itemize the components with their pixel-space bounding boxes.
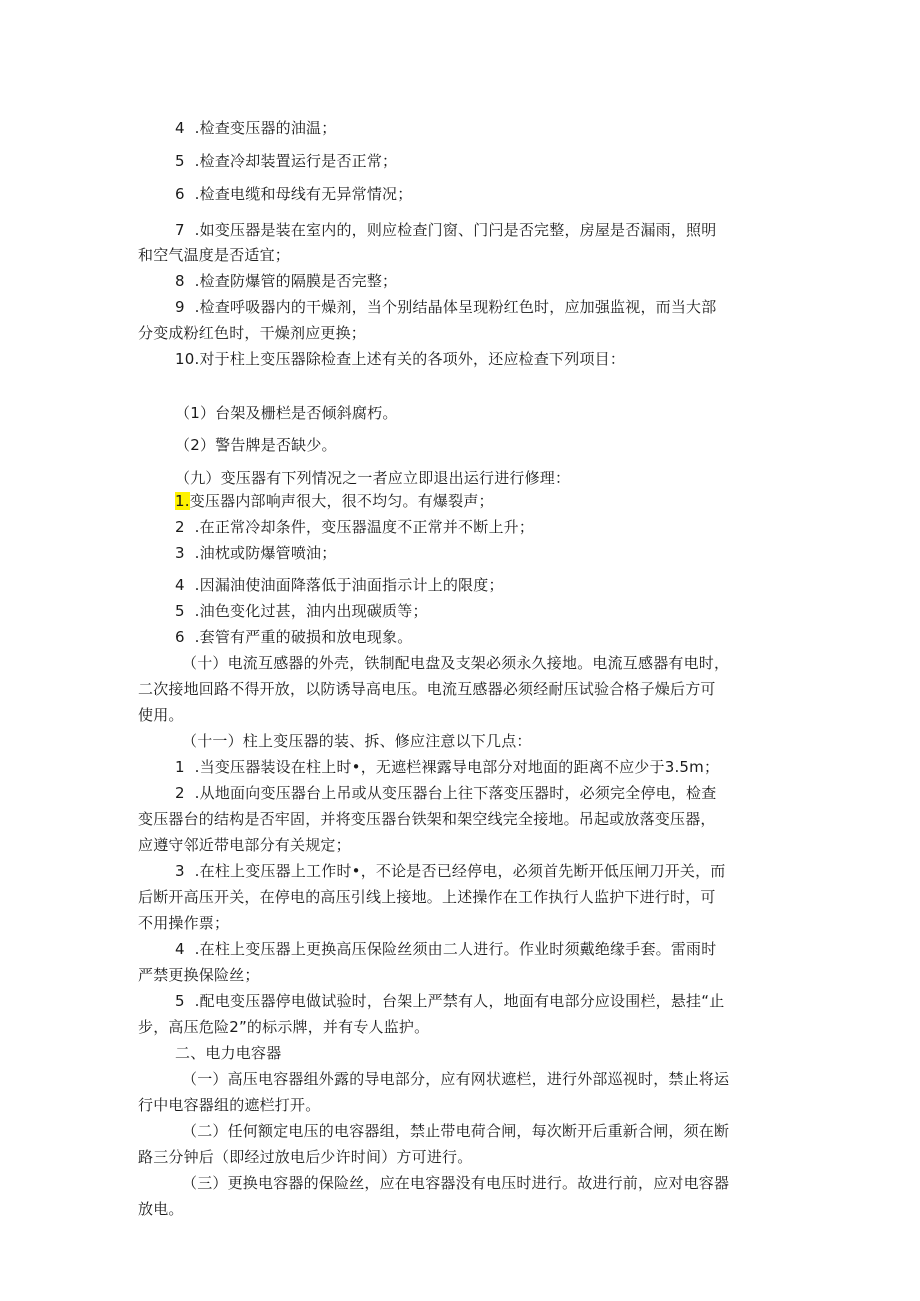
text-line: （1）台架及栅栏是否倾斜腐朽。 xyxy=(175,404,398,422)
section-heading: （十一）柱上变压器的装、拆、修应注意以下几点： xyxy=(182,732,532,750)
text-line: 路三分钟后（即经过放电后少许时间）方可进行。 xyxy=(138,1148,473,1166)
highlight-mark: 1. xyxy=(175,492,190,510)
text-line: 2 .在正常冷却条件，变压器温度不正常并不断上升； xyxy=(175,518,535,536)
text-line: （一）高压电容器组外露的导电部分，应有网状遮栏，进行外部巡视时，禁止将运 xyxy=(182,1070,730,1088)
text-line: 6 .检查电缆和母线有无异常情况； xyxy=(175,185,413,203)
text-line: 9 .检查呼吸器内的干燥剂，当个别结晶体呈现粉红色时，应加强监视，而当大部 xyxy=(175,298,717,316)
text-line: 3 .在柱上变压器上工作时•，不论是否已经停电，必须首先断开低压闸刀开关，而 xyxy=(175,862,726,880)
text-line: 步，高压危险2”的标示牌，并有专人监护。 xyxy=(138,1018,430,1036)
text-line: 放电。 xyxy=(138,1200,184,1218)
section-heading: （十）电流互感器的外壳，铁制配电盘及支架必须永久接地。电流互感器有电时， xyxy=(182,654,730,672)
text-line: 7 .如变压器是装在室内的，则应检查门窗、门闩是否完整，房屋是否漏雨，照明 xyxy=(175,221,717,239)
text-line: （2）警告牌是否缺少。 xyxy=(175,436,337,454)
text-line: 1 .当变压器装设在柱上时•，无遮栏裸露导电部分对地面的距离不应少于3.5m； xyxy=(175,758,720,776)
text-line: 5 .油色变化过甚，油内出现碳质等； xyxy=(175,602,428,620)
text-line: 4 .检查变压器的油温； xyxy=(175,119,337,137)
section-heading: （九）变压器有下列情况之一者应立即退出运行进行修理： xyxy=(175,469,571,487)
text-line: 5 .配电变压器停电做试验时，台架上严禁有人，地面有电部分应设围栏，悬挂“止 xyxy=(175,992,725,1010)
text-line: 6 .套管有严重的破损和放电现象。 xyxy=(175,628,413,646)
text-line: 严禁更换保险丝； xyxy=(138,966,260,984)
text-line: 2 .从地面向变压器台上吊或从变压器台上往下落变压器时，必须完全停电，检查 xyxy=(175,784,717,802)
text-line: 5 .检查冷却装置运行是否正常； xyxy=(175,152,398,170)
text-fragment: 变压器内部响声很大，很不均匀。有爆裂声； xyxy=(189,492,494,510)
text-line: 不用操作票； xyxy=(138,914,230,932)
text-line: 3 .油枕或防爆管喷油； xyxy=(175,544,337,562)
text-line: 应遵守邻近带电部分有关规定； xyxy=(138,836,351,854)
text-line: 8 .检查防爆管的隔膜是否完整； xyxy=(175,272,398,290)
text-line: 使用。 xyxy=(138,706,184,724)
section-heading: 二、电力电容器 xyxy=(175,1044,282,1062)
text-line: 二次接地回路不得开放，以防诱导高电压。电流互感器必须经耐压试验合格子燥后方可 xyxy=(138,680,716,698)
text-line: （三）更换电容器的保险丝，应在电容器没有电压时进行。故进行前，应对电容器 xyxy=(182,1174,730,1192)
text-line: 变压器台的结构是否牢固，并将变压器台铁架和架空线完全接地。吊起或放落变压器， xyxy=(138,810,716,828)
text-line: 行中电容器组的遮栏打开。 xyxy=(138,1096,321,1114)
text-line: 4 .在柱上变压器上更换高压保险丝须由二人进行。作业时须戴绝缘手套。雷雨时 xyxy=(175,940,717,958)
text-line: 4 .因漏油使油面降落低于油面指示计上的限度； xyxy=(175,576,504,594)
text-line: 10.对于柱上变压器除检查上述有关的各项外，还应检查下列项目： xyxy=(175,350,626,368)
text-line: 分变成粉红色时，干燥剂应更换； xyxy=(138,324,367,342)
text-line: 和空气温度是否适宜； xyxy=(138,246,291,264)
text-line: （二）任何额定电压的电容器组，禁止带电荷合闸，每次断开后重新合闸，须在断 xyxy=(182,1122,730,1140)
text-line xyxy=(175,491,494,511)
text-line: 后断开高压开关，在停电的高压引线上接地。上述操作在工作执行人监护下进行时，可 xyxy=(138,888,716,906)
